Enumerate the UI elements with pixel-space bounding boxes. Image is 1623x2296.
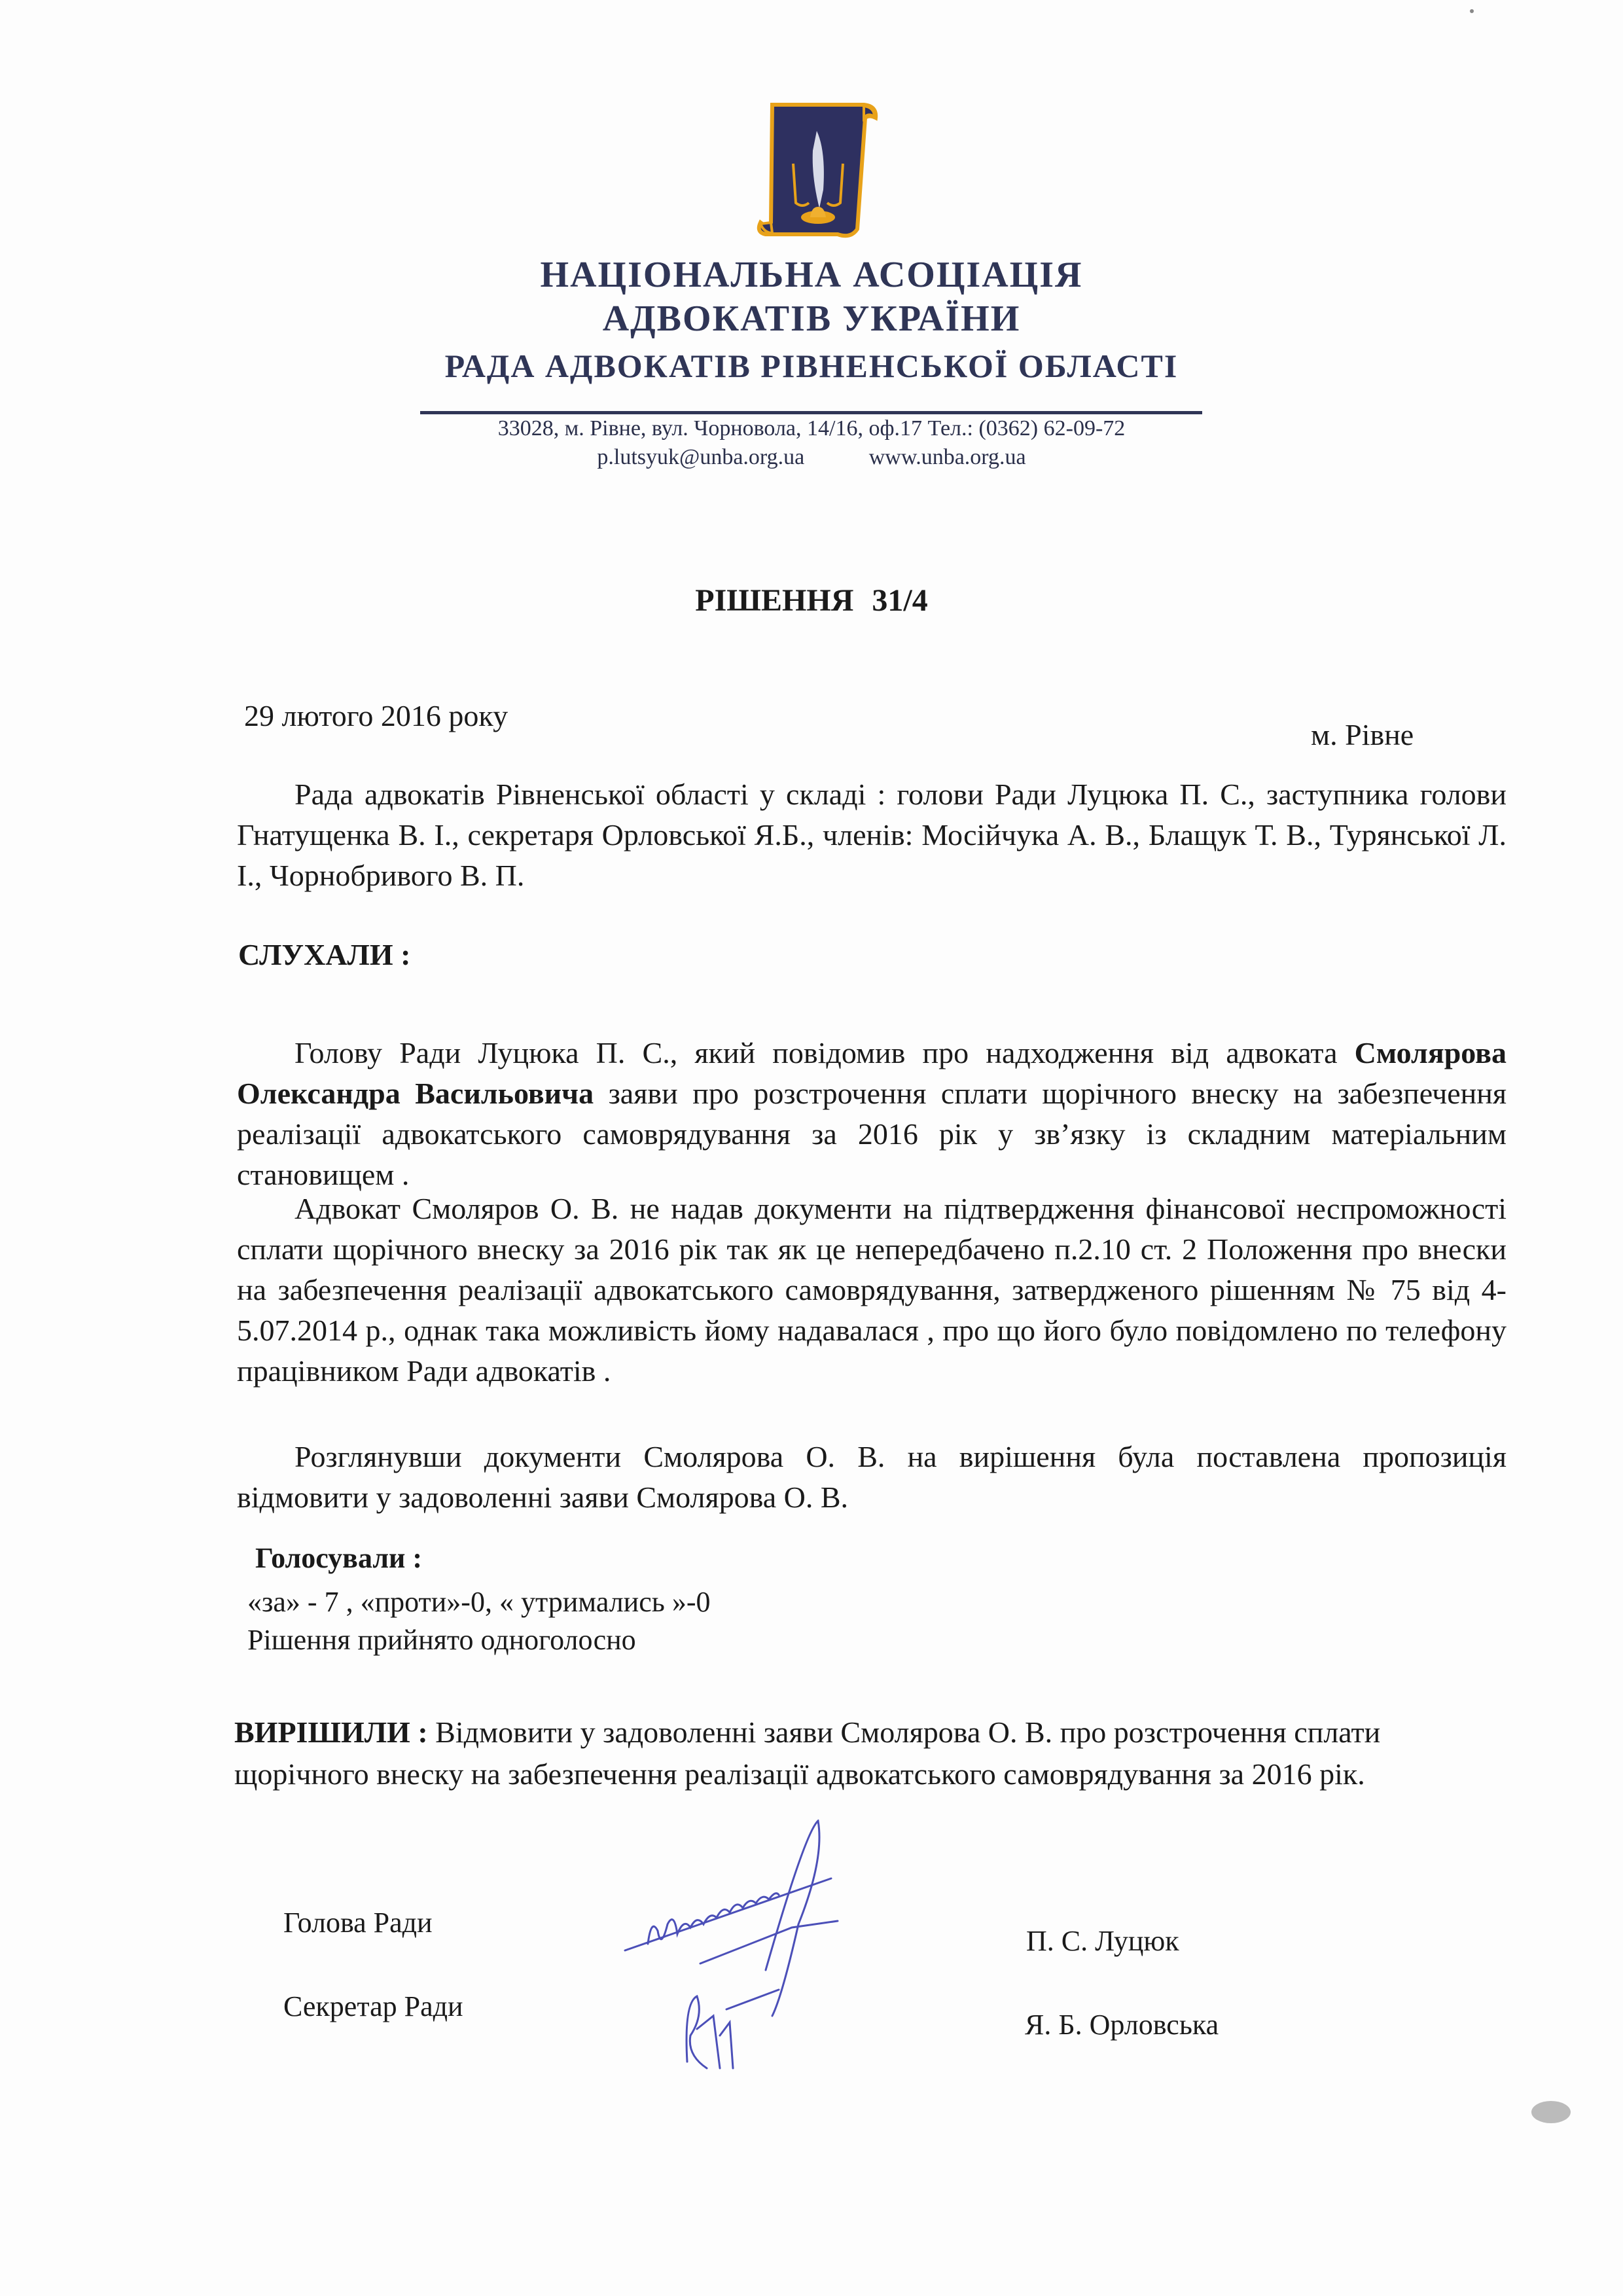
letterhead-divider [420, 411, 1202, 414]
address-line: 33028, м. Рівне, вул. Чорновола, 14/16, оф.17 Тел.: (0362) 62-09-72 [497, 416, 1126, 440]
handwritten-signatures-icon [622, 1820, 1080, 2081]
chair-name: П. С. Луцюк [1026, 1925, 1179, 1957]
chair-signature-stroke [625, 1878, 831, 1950]
voted-heading: Голосували : [255, 1542, 423, 1574]
heard-paragraph-1 [237, 1033, 1507, 1195]
heard-heading: СЛУХАЛИ : [238, 938, 411, 971]
email-link[interactable]: p.lutsyuk@unba.org.ua [597, 445, 805, 469]
secretary-label: Секретар Ради [283, 1990, 463, 2022]
secretary-signature [687, 1990, 779, 2068]
decided-text: Відмовити у задоволенні заяви Смолярова О. В. про розстрочення сплати щорічного внеску на забезпечення реалізації адвокатського самоврядування за 2016 рік. [234, 1715, 1381, 1791]
applicant-name: Смолярова Олександра Васильовича [237, 1036, 1507, 1110]
council-name: РАДА АДВОКАТІВ РІВНЕНСЬКОЇ ОБЛАСТІ [444, 348, 1179, 384]
document-title [0, 583, 1623, 619]
chair-label: Голова Ради [283, 1907, 433, 1939]
decision-number: 31/4 [872, 583, 928, 618]
website-link[interactable]: www.unba.org.ua [868, 445, 1026, 469]
contact-line [0, 445, 1623, 470]
vote-tally: «за» - 7 , «проти»-0, « утримались »-0 [247, 1586, 711, 1618]
heard-p1-start: Голову Ради Луцюка П. С., який повідомив про надходження від адвоката [294, 1036, 1355, 1069]
decision-paragraph [234, 1712, 1517, 1795]
document-city: м. Рівне [1311, 718, 1414, 751]
chair-signature-loop [766, 1821, 819, 2016]
org-name-line-1: НАЦІОНАЛЬНА АСОЦІАЦІЯ [540, 255, 1083, 295]
decided-heading: ВИРІШИЛИ : [234, 1715, 428, 1749]
title-text: РІШЕННЯ [695, 583, 854, 618]
org-name-line-2: АДВОКАТІВ УКРАЇНИ [602, 298, 1021, 339]
vote-result: Рішення прийнято одноголосно [247, 1624, 636, 1656]
document-date: 29 лютого 2016 року [244, 699, 508, 732]
association-logo-icon [753, 98, 883, 242]
heard-paragraph-3: Розглянувши документи Смолярова О. В. на вирішення була поставлена пропозиція відмовити у задоволенні заяви Смолярова О. В. [237, 1440, 1507, 1514]
heard-paragraph-2: Адвокат Смоляров О. В. не надав документи на підтвердження фінансової неспроможності сплати щорічного внеску за 2016 рік так як це непередбачено п.2.10 ст. 2 Положення про внески на забезпечення реалізації адвокатського самоврядування, затвердженого рішенням № 75 від 4-5.07.2014 р., однак така можливість йому надавалася , про що його було повідомлено по телефону працівником Ради адвокатів . [237, 1192, 1507, 1388]
scan-speck [1470, 9, 1474, 13]
heard-p1-end: заяви про розстрочення сплати щорічного внеску на забезпечення реалізації адвокатського самоврядування за 2016 рік у зв’язку із складним матеріальним становищем . [237, 1077, 1507, 1191]
secretary-name: Я. Б. Орловська [1025, 2009, 1219, 2041]
council-composition: Рада адвокатів Рівненської області у складі : голови Ради Луцюка П. С., заступника голови Гнатущенка В. І., секретаря Орловської Я.Б., членів: Мосійчука А. В., Блащук Т. В., Турянської Л. І., Чорнобривого В. П. [237, 778, 1507, 892]
scan-smudge [1531, 2101, 1571, 2123]
